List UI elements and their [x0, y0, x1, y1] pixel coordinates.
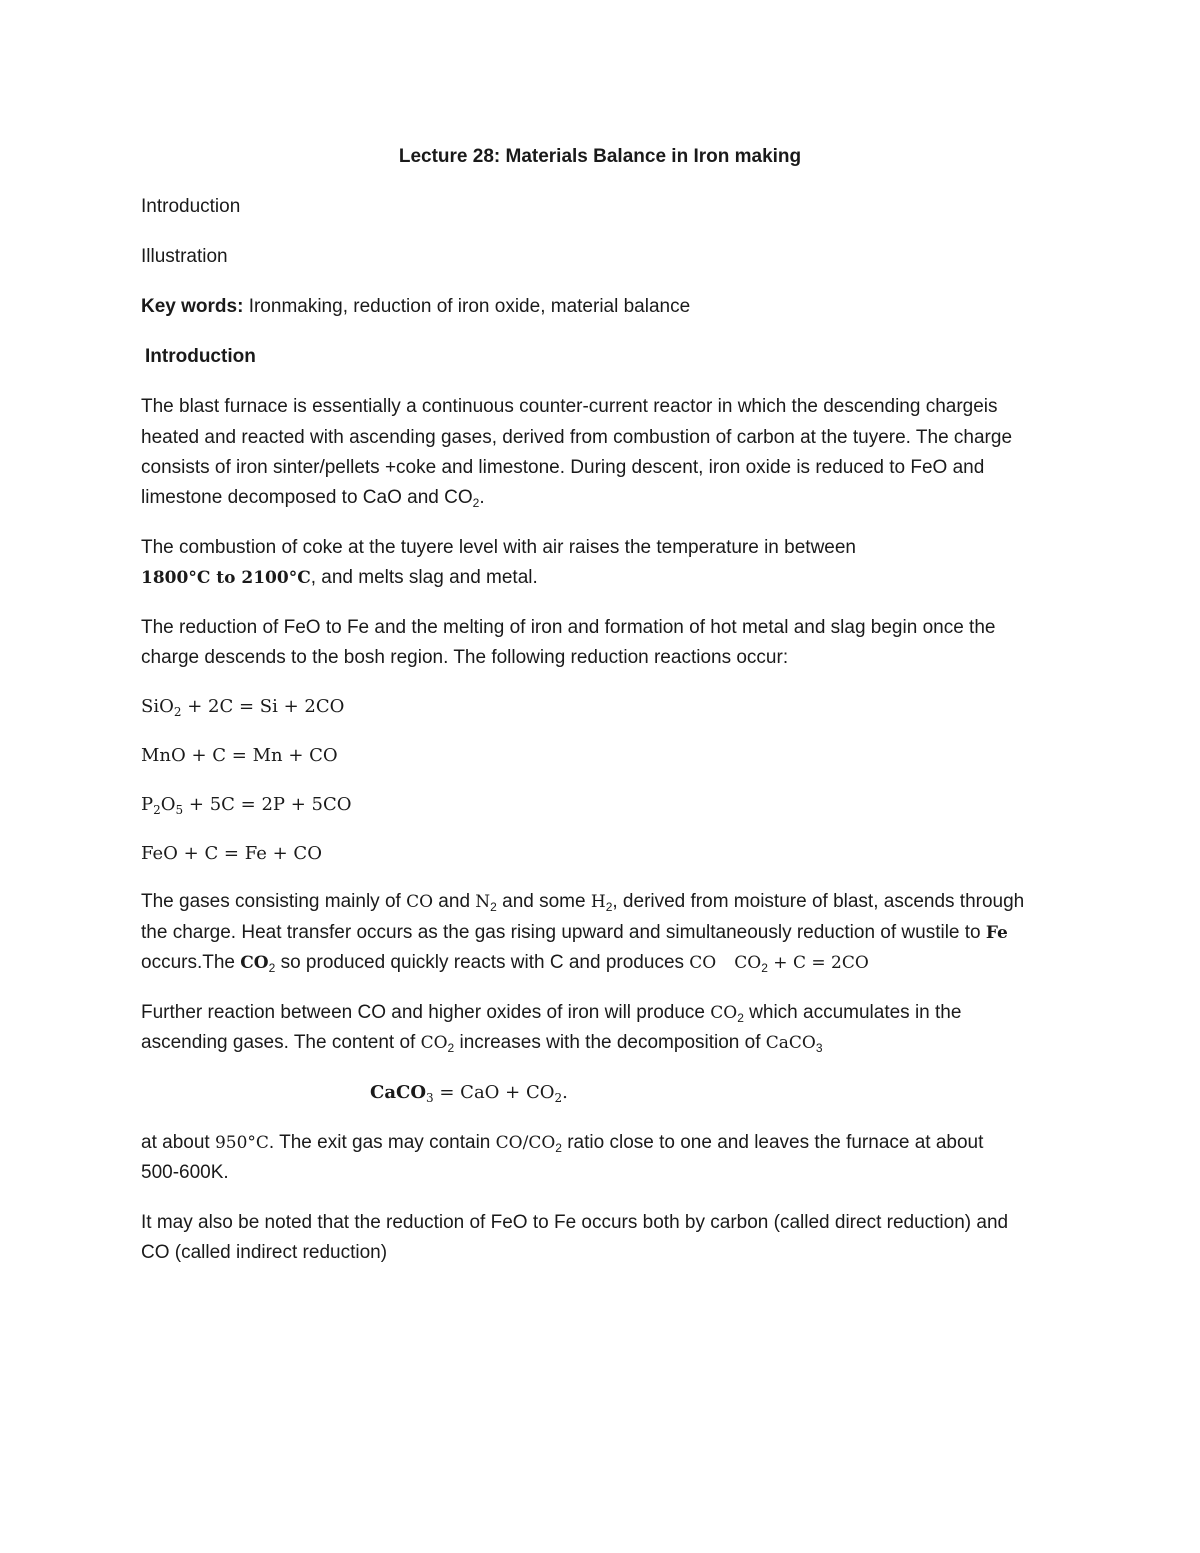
subscript: 2 [153, 803, 161, 817]
formula: N [475, 892, 491, 912]
toc-illustration: Illustration [141, 246, 228, 267]
formula: CO [734, 953, 762, 973]
formula: = CaO + CO [433, 1082, 555, 1103]
text: . The exit gas may contain [268, 1132, 496, 1153]
reaction-sio2 [141, 695, 344, 719]
p3-line-1: The reduction of FeO to Fe and the melting of iron and formation of hot metal and slag begin once the [141, 617, 996, 638]
p2-line-2 [141, 566, 538, 590]
equation-caco3 [370, 1081, 568, 1105]
text: The gases consisting mainly of [141, 891, 407, 912]
text: P [141, 794, 154, 815]
p4-line-2 [141, 921, 1008, 945]
p1-line-4 [141, 486, 485, 510]
subscript: 2 [737, 1011, 744, 1025]
formula: CO [420, 1033, 448, 1053]
subscript: 3 [815, 1041, 823, 1055]
text: + 2C = Si + 2CO [181, 696, 345, 717]
subscript: 3 [426, 1091, 434, 1105]
keywords-line [141, 295, 690, 319]
formula: CO [710, 1003, 738, 1023]
formula: CO [689, 953, 717, 973]
page-title: Lecture 28: Materials Balance in Iron making [398, 146, 802, 167]
p1-line-3: consists of iron sinter/pellets +coke and limestone. During descent, iron oxide is reduced to FeO and [141, 457, 985, 478]
temperature: 950°C [214, 1133, 269, 1153]
text: . [479, 487, 485, 508]
p1-line-2: heated and reacted with ascending gases, derived from combustion of carbon at the tuyere. The charge [141, 427, 1013, 448]
subscript: 2 [605, 900, 613, 914]
formula: CaCO [370, 1082, 426, 1103]
subscript: 2 [761, 961, 768, 975]
p5-line-1 [141, 1001, 961, 1025]
formula: Fe [985, 923, 1008, 943]
formula: CaCO [765, 1033, 816, 1053]
formula: CO/CO [495, 1133, 556, 1153]
p7-line-1: It may also be noted that the reduction of FeO to Fe occurs both by carbon (called direct reduction) and [141, 1212, 1009, 1233]
reaction-p2o5 [141, 793, 352, 817]
formula: + C = 2CO [767, 953, 869, 973]
text: and [433, 891, 476, 912]
p1-line-1: The blast furnace is essentially a continuous counter-current reactor in which the descending chargeis [141, 396, 998, 417]
keywords-text: Ironmaking, reduction of iron oxide, material balance [243, 296, 691, 317]
temperature-range: 1800°C to 2100°C [141, 568, 311, 588]
reaction-mno: MnO + C = Mn + CO [141, 745, 338, 766]
p2-line-1: The combustion of coke at the tuyere level with air raises the temperature in between [141, 537, 856, 558]
reaction-feo: FeO + C = Fe + CO [141, 843, 322, 864]
text: so produced quickly reacts with C and produces [275, 952, 690, 973]
text: , and melts slag and metal. [310, 567, 538, 588]
subscript: 2 [490, 900, 497, 914]
p7-line-2: CO (called indirect reduction) [141, 1242, 388, 1263]
p3-line-2: charge descends to the bosh region. The following reduction reactions occur: [141, 647, 789, 668]
p5-line-2 [141, 1031, 823, 1055]
subscript: 2 [555, 1141, 562, 1155]
text: at about [141, 1132, 215, 1153]
text: SiO [141, 696, 174, 717]
text: the charge. Heat transfer occurs as the gas rising upward and simultaneously reduction of wustile to [141, 922, 986, 943]
text: ratio close to one and leaves the furnace at about [561, 1132, 984, 1153]
keywords-label: Key words: [141, 296, 244, 317]
p4-line-3 [141, 951, 869, 975]
subscript: 2 [268, 961, 276, 975]
text: occurs.The [141, 952, 241, 973]
text: which accumulates in the [743, 1002, 962, 1023]
subscript: 2 [173, 705, 182, 719]
p4-line-1 [141, 890, 1024, 914]
text: and some [496, 891, 591, 912]
subscript: 2 [554, 1091, 563, 1105]
text: , derived from moisture of blast, ascends through [612, 891, 1025, 912]
formula: CO [406, 892, 434, 912]
text: O [160, 794, 176, 815]
subscript: 2 [472, 496, 480, 510]
p6-line-1 [141, 1131, 983, 1155]
text: increases with the decomposition of [454, 1032, 766, 1053]
text: + 5C = 2P + 5CO [183, 794, 352, 815]
toc-introduction: Introduction [141, 196, 241, 217]
text: limestone decomposed to CaO and CO [141, 487, 473, 508]
subscript: 5 [175, 803, 184, 817]
text: . [562, 1082, 568, 1103]
section-heading: Introduction [145, 346, 256, 367]
text: ascending gases. The content of [141, 1032, 421, 1053]
formula: CO [240, 953, 269, 973]
text: Further reaction between CO and higher oxides of iron will produce [141, 1002, 711, 1023]
formula: H [590, 892, 606, 912]
p6-line-2: 500-600K. [141, 1162, 229, 1183]
subscript: 2 [447, 1041, 455, 1055]
